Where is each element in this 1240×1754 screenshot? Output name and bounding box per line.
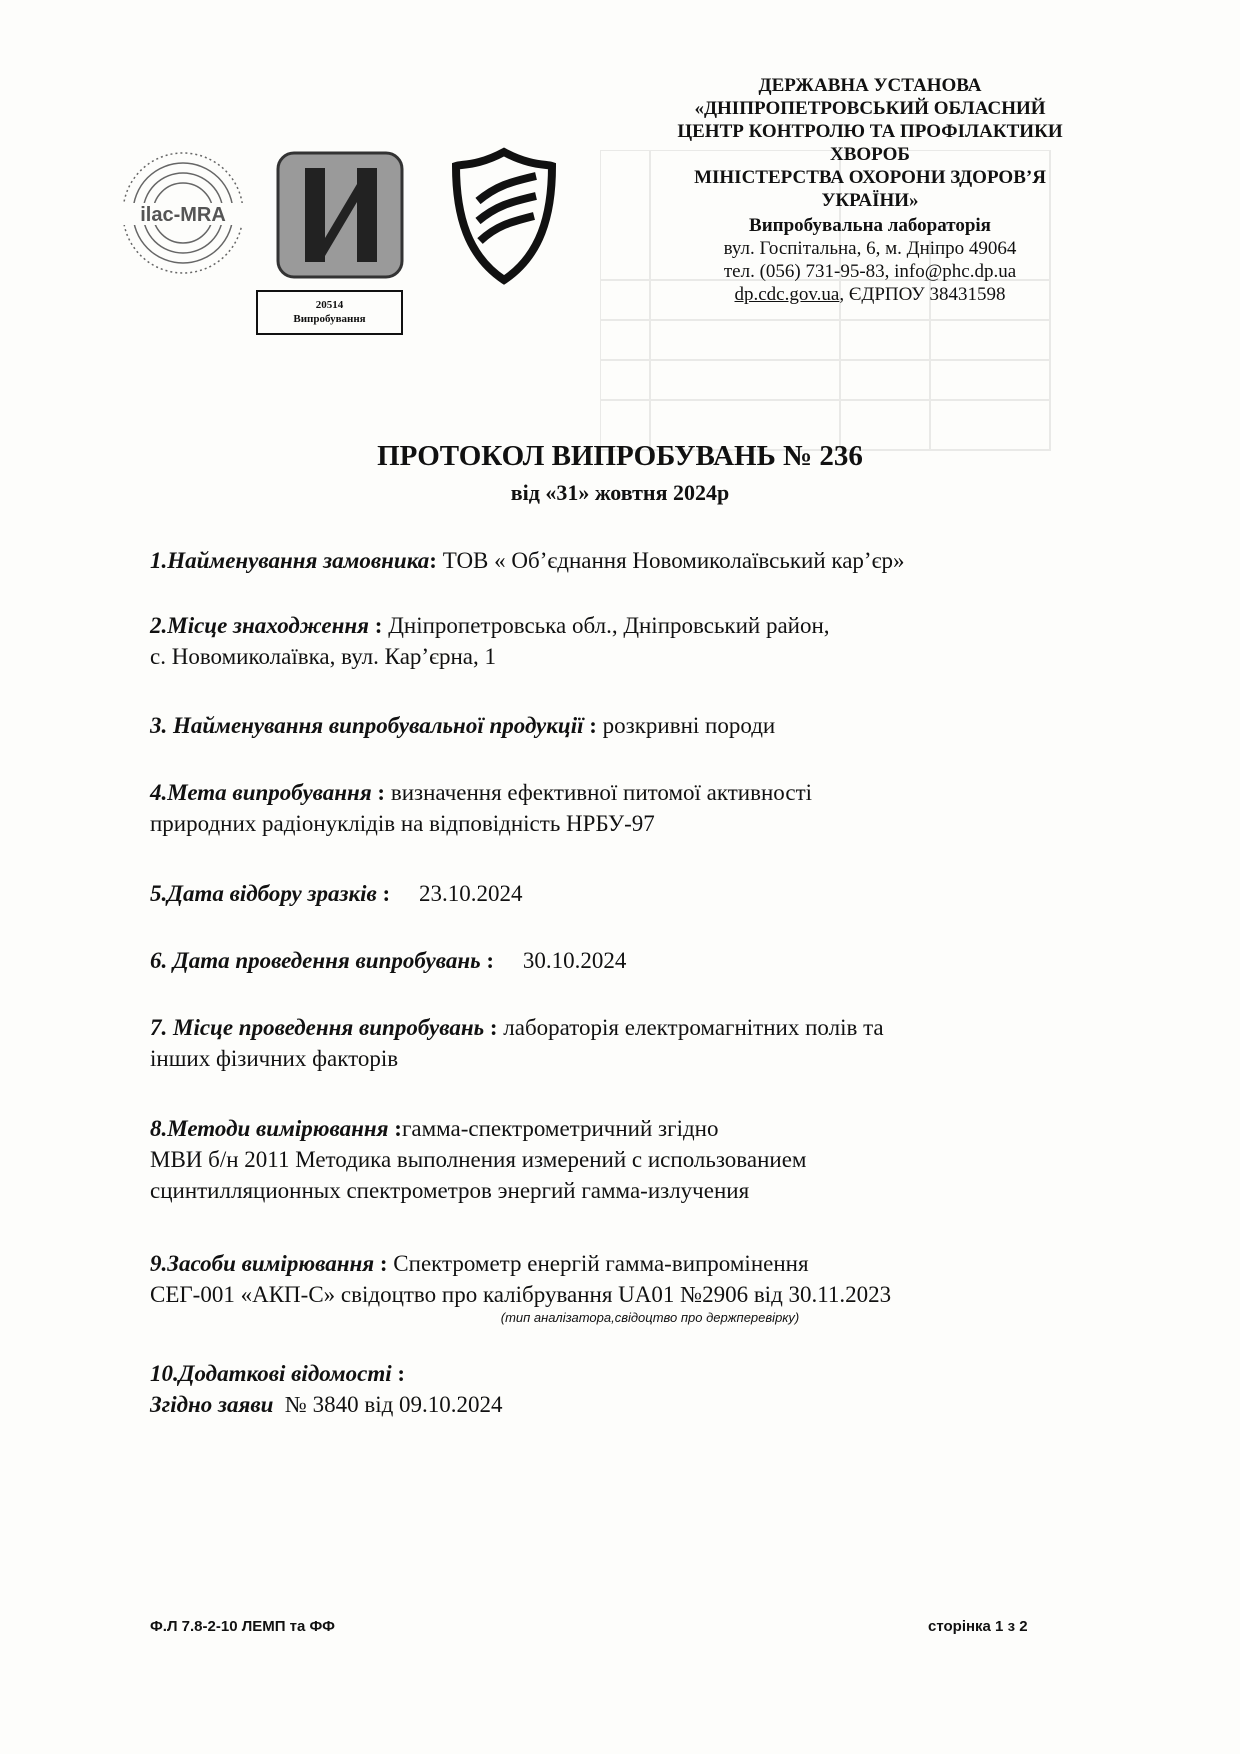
instrument-note: (тип аналізатора,свідоцтво про держперевірку) [500,1310,800,1325]
organization-header [620,74,1120,306]
page-number: сторінка 1 з 2 [928,1618,1028,1635]
field-label: 3. Найменування випробувальної продукції [150,713,584,738]
field-value: інших фізичних факторів [150,1046,399,1071]
field-value: Спектрометр енергій гамма-випромінення [393,1251,809,1276]
section-customer [150,545,1150,576]
accreditation-badge [256,290,403,335]
section-test-date [150,945,1150,976]
lab-name: Випробувальна лабораторія [749,215,991,236]
section-purpose [150,777,1150,839]
ilac-mra-logo [118,148,248,278]
field-label: 4.Мета випробування [150,780,372,805]
field-value: лабораторія електромагнітних полів та [503,1015,884,1040]
field-value: № 3840 від 09.10.2024 [273,1392,503,1417]
section-location [150,610,1150,672]
section-sampling-date [150,878,1150,909]
protocol-date: від «31» жовтня 2024р [510,480,730,505]
field-label: 2.Місце знаходження [150,613,370,638]
field-value: Дніпропетровська обл., Дніпровський район, [388,613,830,638]
form-code: Ф.Л 7.8-2-10 ЛЕМП та ФФ [150,1618,335,1635]
field-value: МВИ б/н 2011 Методика выполнения измерений с использованием [150,1147,807,1172]
field-value: гамма-спектрометричний згідно [401,1116,719,1141]
section-test-place [150,1012,1150,1074]
separator: : [374,1251,394,1276]
field-label: 6. Дата проведення випробувань [150,948,481,973]
separator: : [369,613,389,638]
protocol-title: ПРОТОКОЛ ВИПРОБУВАНЬ № 236 [377,440,863,472]
separator: : [371,780,391,805]
separator: : [583,713,603,738]
field-label: 8.Методи вимірювання [150,1116,389,1141]
accreditation-mark-icon [275,150,405,280]
accreditation-label: Випробування [293,313,366,325]
lab-phone: тел. (056) 731-95-83, info@phc.dp.ua [723,261,1017,282]
field-value: розкривні породи [602,713,776,738]
field-value: СЕГ-001 «АКП-С» свідоцтво про калібрування UA01 №2906 від 30.11.2023 [150,1282,892,1307]
section-instruments [150,1248,1150,1326]
field-value: 30.10.2024 [522,948,627,973]
org-line: ЦЕНТР КОНТРОЛЮ ТА ПРОФІЛАКТИКИ [677,121,1063,142]
org-line: ХВОРОБ [829,144,910,165]
org-line: МІНІСТЕРСТВА ОХОРОНИ ЗДОРОВ’Я [694,167,1046,188]
section-additional [150,1358,1150,1420]
lab-site-line [620,283,1120,306]
org-line: УКРАЇНИ» [821,190,919,211]
field-label: 10.Додаткові відомості [150,1361,392,1386]
field-value: ТОВ « Об’єднання Новомиколаївський кар’єр» [442,548,905,573]
field-label: 9.Засоби вимірювання [150,1251,375,1276]
separator: : [388,1116,402,1141]
field-label: 1.Найменування замовника [150,548,430,573]
field-value: визначення ефективної питомої активності [390,780,813,805]
field-value: с. Новомиколаївка, вул. Кар’єрна, 1 [150,644,496,669]
field-value: сцинтилляционных спектрометров энергий гамма-излучения [150,1178,750,1203]
svg-text:ilac-MRA: ilac-MRA [140,204,226,226]
separator: : [376,881,419,906]
org-line: ДЕРЖАВНА УСТАНОВА [758,75,982,96]
field-value: 23.10.2024 [418,881,523,906]
field-label: 7. Місце проведення випробувань [150,1015,485,1040]
section-product [150,710,1150,741]
org-line: «ДНІПРОПЕТРОВСЬКИЙ ОБЛАСНИЙ [694,98,1046,119]
separator: : [484,1015,504,1040]
separator: : [391,1361,406,1386]
lab-address: вул. Госпітальна, 6, м. Дніпро 49064 [723,238,1017,259]
field-sub-label: Згідно заяви [150,1392,274,1417]
section-methods [150,1113,1150,1206]
site-link[interactable]: dp.cdc.gov.ua [734,284,840,305]
field-label: 5.Дата відбору зразків [150,881,377,906]
edrpou: , ЄДРПОУ 38431598 [839,284,1006,305]
field-value: природних радіонуклідів на відповідність НРБУ-97 [150,811,655,836]
separator: : [429,548,443,573]
separator: : [480,948,523,973]
accreditation-number: 20514 [315,299,344,311]
cdc-shield-logo [448,146,560,286]
